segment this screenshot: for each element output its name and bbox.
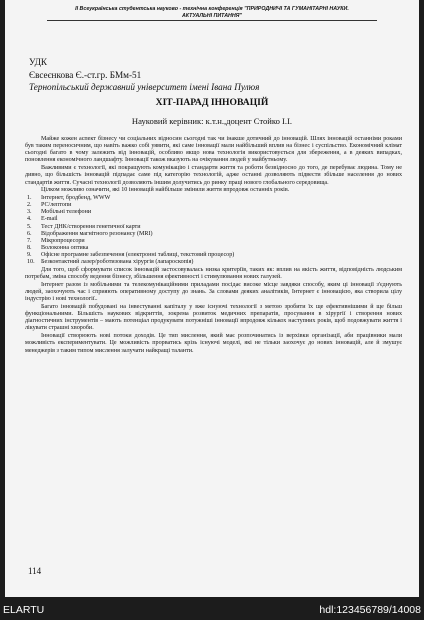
list-item-number: 3. <box>27 209 32 216</box>
list-item-number: 8. <box>27 244 32 251</box>
conference-header <box>47 6 377 21</box>
article-title: ХІТ-ПАРАД ІННОВАЦІЙ <box>155 97 269 108</box>
list-item-number: 2. <box>27 202 32 209</box>
list-item <box>25 195 402 202</box>
paragraph: Багато інновацій побудовані на інвестуванні капіталу у вже існуючі технології з метою зробити їх ще ефективнішими й ще більш функціональними. Більшість наукових відкриттів, зокрема розвиток медичних препаратів, просування в хірургії і створення нових діагностичних інструментів – мають потенціал продукувати потужніші інновації впродовж кількох наступних років, щоб подовжувати життя і лікувати страшні хвороби. <box>25 303 402 332</box>
list-item-number: 6. <box>27 230 32 237</box>
paragraph: Інтернет разом із мобільними та телекомунікаційними приладами посідає високе місце завдяки способу, яким ці інновації з'єднують людей, заохочують час і сприяють оперативному доступу до знань. За словами деяких аналітиків, Інтернет є інновацією, яка створила цілу індустрію і нові технології.. <box>25 281 402 303</box>
innovations-list <box>25 195 402 265</box>
repository-footer-bar <box>0 600 424 620</box>
list-item-text: Мобільні телефони <box>41 209 92 216</box>
paragraph: Для того, щоб сформувати список інновацій застосовувалась низка критеріїв, таких як: вплив на якість життя, відповідність людським потребам, зміна способу ведення бізнесу, збільшення ефективності і стимулювання нових галузей. <box>25 266 402 280</box>
list-item-number: 4. <box>27 216 32 223</box>
list-item-number: 5. <box>27 223 32 230</box>
list-item <box>25 245 402 252</box>
document-page <box>5 0 419 597</box>
list-item <box>25 231 402 238</box>
list-item-number: 10. <box>27 258 35 265</box>
page-number: 114 <box>28 566 42 576</box>
paragraph: Цілком можливо означити, які 10 інновацій найбільше змінили життя впродовж останніх років. <box>41 187 290 194</box>
article-body <box>25 136 402 355</box>
list-item-text: Безконтактний лазер/роботизована хірургія (лапароскопія) <box>41 258 194 265</box>
conference-header-line-1: II Всеукраїнська студентська науково - технічна конференція "ПРИРОДНИЧІ ТА ГУМАНІТАРНІ НАУКИ. <box>75 6 349 12</box>
list-item <box>25 238 402 245</box>
list-item-text: Волоконна оптика <box>41 244 89 251</box>
repository-name: ELARTU <box>3 604 45 616</box>
list-item <box>25 209 402 216</box>
list-item-text: Мікропроцесори <box>41 237 85 244</box>
list-item-text: РС/лептопи <box>41 202 72 209</box>
list-item-text: Відображення магнітного резонансу (MRI) <box>41 230 153 237</box>
supervisor-line: Науковий керівник: к.т.н.,доцент Стойко І.І. <box>131 116 293 126</box>
university-line: Тернопільський державний університет імені Івана Пулюя <box>29 82 260 92</box>
list-item-text: Тест ДНК/створення генетичної карти <box>41 223 141 230</box>
list-item-text: Офісне програмне забезпечення (електронні таблиці, текстовий процесор) <box>41 251 235 258</box>
handle-identifier: hdl:123456789/14008 <box>319 604 421 616</box>
paragraph: Важливими є технології, які покращують комунікацію і стандарти життя та роботи безвідносно до того, де перебуває людина. Тому не дивно, що більшість інновацій підпадає саме під категорію технологій, адже останні дозволяють підвести збільше населення до нових стандартів життя. Сучасні технології дозволяють іншим долучитись до ринку праці нового глобального середовища. <box>25 165 402 186</box>
list-item <box>25 224 402 231</box>
list-item-number: 1. <box>27 195 32 202</box>
list-item <box>25 216 402 223</box>
list-item-text: Інтернет, бродбенд, WWW <box>41 195 111 202</box>
author-line: Євсеєнкова Є.-ст.гр. БМм-51 <box>29 70 142 80</box>
list-item-number: 7. <box>27 237 32 244</box>
list-item-number: 9. <box>27 251 32 258</box>
paragraph: Інновації створюють нові потоки доходів. Це тип мислення, який має розпочинатись із верхівки організації, аби працівники мали можливість експериментувати. Це можливість прорватись крізь існуючі моделі, які не тільки заохочує до нових інновацій, але й змушує менеджерів з таким типом мислення залучати найкращі таланти. <box>25 333 402 354</box>
list-item <box>25 259 402 266</box>
list-item-text: E-mail <box>41 216 58 223</box>
list-item <box>25 252 402 259</box>
conference-header-line-2: АКТУАЛЬНІ ПИТАННЯ" <box>181 12 243 19</box>
udk-label: УДК <box>29 57 47 67</box>
paragraph: Майже кожен аспект бізнесу чи соціальних відносин сьогодні так чи інакше дотичний до інновацій. Шлях інновацій останніми роками був таким переносичним, що навіть важко собі уявити, які саме інновації мали найбільший вплив на бізнес і суспільство. Економічний клімат сьогодні багато в чому залежить від інновацій, особливо якщо нова технологія використовується для збереження, а в деяких випадках, поновлення економічного ландшафту. Інновації також вказують на очікування людей у майбутньому. <box>25 136 402 164</box>
